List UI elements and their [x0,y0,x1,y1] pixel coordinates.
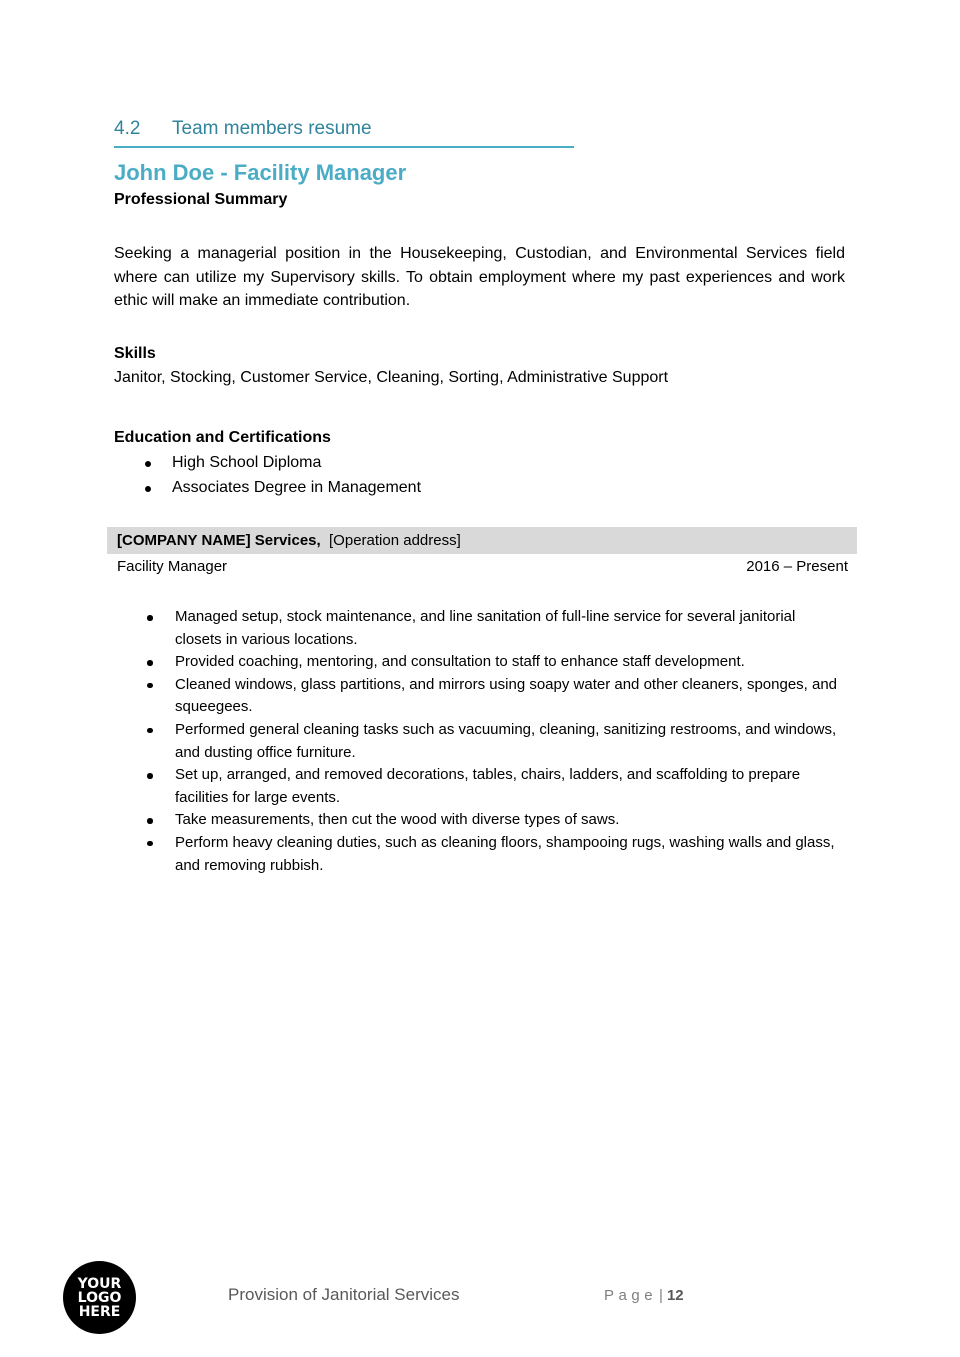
footer-page-number [604,1285,684,1307]
page-separator: | [659,1287,663,1304]
skills-heading: Skills [114,345,156,362]
bullet-icon [145,486,151,492]
list-item: Managed setup, stock maintenance, and line sanitation of full-line service for several janitorial closets in various locations. [117,606,842,651]
bullet-icon [145,461,151,467]
list-item: Performed general cleaning tasks such as vacuuming, cleaning, sanitizing restrooms, and windows, and dusting office furniture. [117,719,842,764]
list-item: Perform heavy cleaning duties, such as cleaning floors, shampooing rugs, washing walls and glass, and removing rubbish. [117,832,842,877]
list-item: Provided coaching, mentoring, and consultation to staff to enhance staff development. [117,651,842,674]
bullet-icon [147,818,153,824]
list-item: Associates Degree in Management [114,476,421,501]
page-number: 12 [666,1287,684,1304]
job-role: Facility Manager [117,558,228,575]
section-heading [114,116,574,148]
bullet-icon [147,683,153,689]
education-list [114,451,421,500]
section-number: 4.2 [114,118,141,139]
page-label: Page [604,1287,658,1304]
company-address: [Operation address] [329,532,461,549]
company-bar [107,527,857,554]
section-title: Team members resume [172,118,372,139]
company-name: [COMPANY NAME] Services, [117,532,321,549]
footer-doc-title: Provision of Janitorial Services [228,1285,460,1304]
bullet-icon [147,841,153,847]
list-item: High School Diploma [114,451,421,476]
skills-text: Janitor, Stocking, Customer Service, Cleaning, Sorting, Administrative Support [114,369,669,386]
job-period: 2016 – Present [746,558,848,575]
summary-text: Seeking a managerial position in the Housekeeping, Custodian, and Environmental Services field where can utilize my Supervisory skills. To obtain employment where my past experiences and work ethic will make an immediate contribution. [114,245,845,309]
education-heading: Education and Certifications [114,429,331,446]
list-item: Set up, arranged, and removed decorations, tables, chairs, ladders, and scaffolding to prepare facilities for large events. [117,764,842,809]
bullet-icon [147,773,153,779]
list-item: Take measurements, then cut the wood with diverse types of saws. [117,809,842,832]
list-item: Cleaned windows, glass partitions, and mirrors using soapy water and other cleaners, sponges, and squeegees. [117,674,842,719]
person-name-title: John Doe - Facility Manager [114,160,407,185]
summary-heading: Professional Summary [114,191,288,208]
duties-list [117,606,842,877]
company-logo: YOUR LOGO HERE [63,1261,136,1334]
bullet-icon [147,660,153,666]
bullet-icon [147,728,153,734]
bullet-icon [147,615,153,621]
